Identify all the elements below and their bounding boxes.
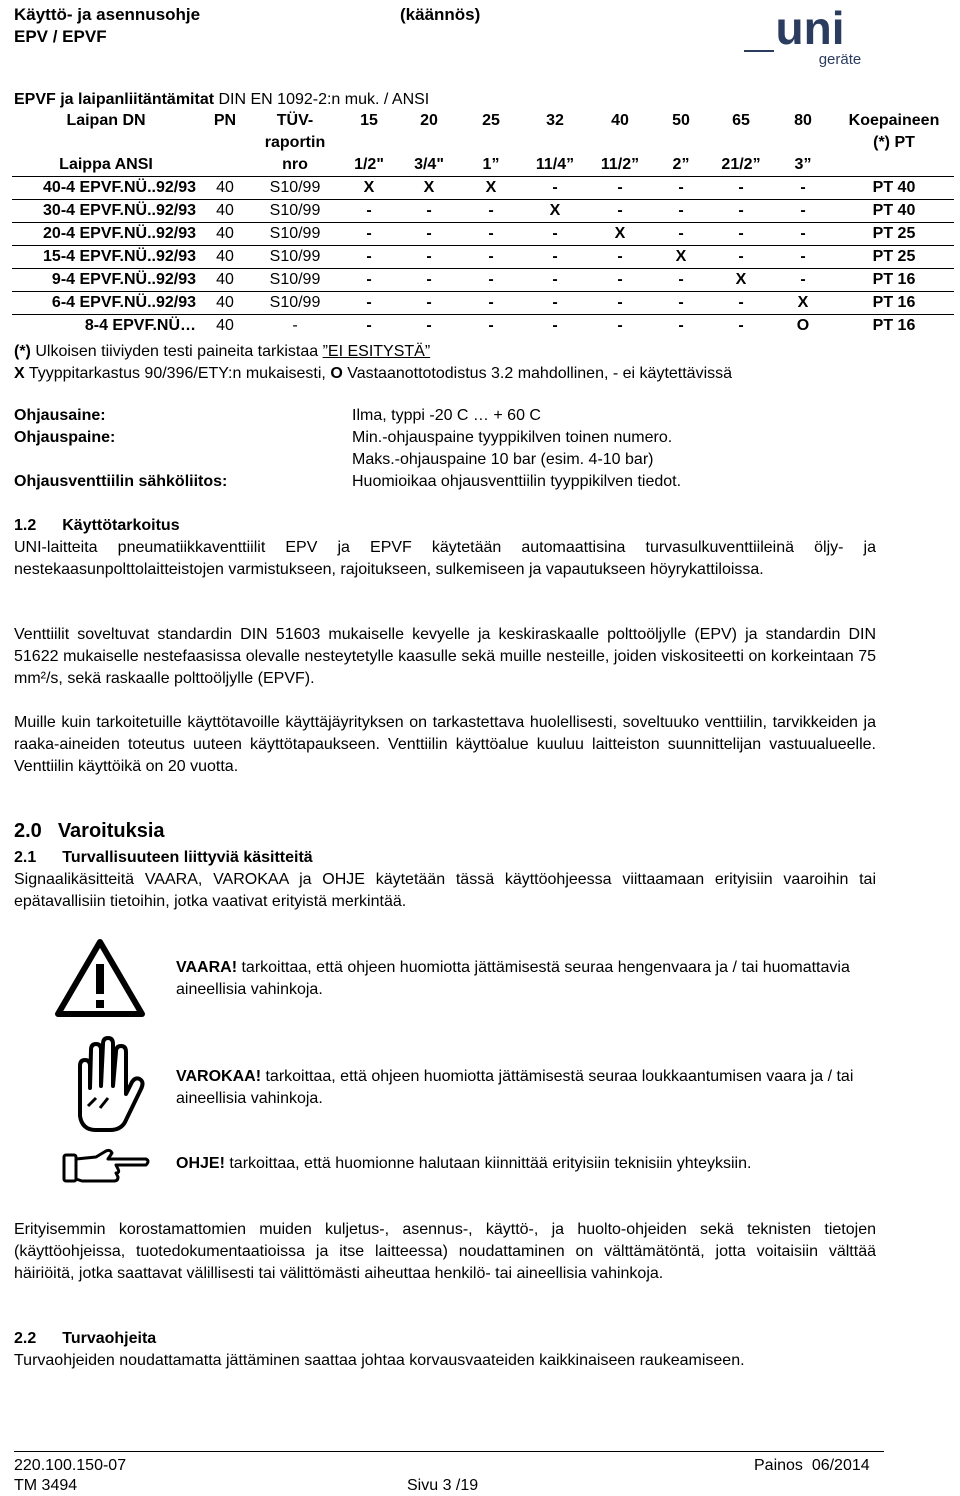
row-cell: - — [522, 292, 588, 315]
row-cell: - — [460, 269, 522, 292]
table-row — [12, 223, 954, 246]
row-model: 9-4 EPVF.NÜ..92/93 — [12, 269, 200, 292]
row-pn: 40 — [200, 223, 250, 246]
table-caption-bold: EPVF ja laipanliitäntämitat — [14, 91, 215, 108]
logo-main-text: uni — [775, 4, 845, 54]
header-tuv-1: TÜV- — [276, 112, 314, 129]
row-pt: PT 16 — [834, 292, 954, 315]
row-cell: - — [652, 269, 710, 292]
header-dn: 32 — [546, 112, 564, 129]
warning-ohje: OHJE! tarkoittaa, että huomionne halutaan kiinnittää erityisiin teknisiin yhteyksiin. — [176, 1155, 752, 1172]
row-model: 40-4 EPVF.NÜ..92/93 — [12, 177, 200, 200]
row-cell: - — [652, 315, 710, 338]
spec-label-pressure: Ohjauspaine: — [14, 429, 116, 446]
row-cell: - — [340, 223, 398, 246]
row-cell: - — [652, 200, 710, 223]
row-cell: - — [652, 292, 710, 315]
section-1-2-paragraph-1: UNI-laitteita pneumatiikkaventtiilit EPV ja EPVF käytetään automaattisina turvasulkuventtiileinä öljy- ja nestekaasunpolttolaitteistojen varmistukseen, rajoitukseen, sulkemiseen ja vapautukseen höyrykattiloissa. — [14, 539, 876, 578]
header-pt: (*) PT — [873, 134, 915, 151]
row-cell: - — [588, 315, 652, 338]
row-cell: - — [588, 246, 652, 269]
row-cell: - — [588, 269, 652, 292]
row-cell: X — [460, 177, 522, 200]
row-cell: - — [710, 177, 772, 200]
header-dn: 25 — [482, 112, 500, 129]
row-pt: PT 40 — [834, 177, 954, 200]
footer-tm: TM 3494 — [14, 1477, 78, 1494]
header-ansi: 11/2” — [600, 156, 640, 173]
footer-doc-number: 220.100.150-07 — [14, 1457, 127, 1474]
row-cell: - — [588, 200, 652, 223]
row-cell: - — [460, 292, 522, 315]
row-cell: - — [710, 246, 772, 269]
uni-logo — [740, 4, 880, 70]
spec-value-electrical: Huomioikaa ohjausventtiilin tyyppikilven tiedot. — [352, 473, 682, 490]
header-dn: 40 — [611, 112, 629, 129]
row-model: 6-4 EPVF.NÜ..92/93 — [12, 292, 200, 315]
header-dn: 20 — [420, 112, 438, 129]
flange-table — [12, 110, 954, 337]
title-line-1: Käyttö- ja asennusohje — [14, 5, 201, 24]
row-pt: PT 16 — [834, 269, 954, 292]
row-model: 8-4 EPVF.NÜ… — [12, 315, 200, 338]
row-pt: PT 16 — [834, 315, 954, 338]
footer-rule — [14, 1451, 884, 1452]
table-caption-rest: DIN EN 1092-2:n muk. / ANSI — [214, 91, 430, 108]
section-2-1-intro: Signaalikäsitteitä VAARA, VAROKAA ja OHJE käytetään tässä käyttöohjeessa viittaamaan erityisiin vaaroihin tai epätavallisiin tietoihin, jotka vaativat erityistä merkintää. — [14, 871, 876, 910]
row-cell: - — [710, 315, 772, 338]
translation-note: (käännös) — [400, 5, 481, 24]
header-laippa-ansi: Laippa ANSI — [59, 156, 153, 173]
footnote-1: (*) Ulkoisen tiiviyden testi paineita tarkistaa ”EI ESITYSTÄ” — [14, 343, 431, 360]
row-cell: - — [772, 223, 834, 246]
row-cell: - — [398, 269, 460, 292]
section-2-1-heading: 2.1 Turvallisuuteen liittyviä käsitteitä — [14, 849, 313, 866]
row-cell: - — [522, 223, 588, 246]
spec-label-electrical: Ohjausventtiilin sähköliitos: — [14, 473, 228, 490]
row-pn: 40 — [200, 177, 250, 200]
table-row — [12, 315, 954, 338]
header-dn: 80 — [794, 112, 812, 129]
row-tuv: S10/99 — [250, 200, 340, 223]
header-ansi: 1” — [482, 156, 500, 173]
spec-value-pressure-max: Maks.-ohjauspaine 10 bar (esim. 4-10 bar) — [352, 451, 654, 468]
spec-label-medium: Ohjausaine: — [14, 407, 106, 424]
header-pn: PN — [213, 112, 237, 129]
row-cell: - — [522, 177, 588, 200]
row-cell: - — [772, 269, 834, 292]
row-pt: PT 40 — [834, 200, 954, 223]
row-pn: 40 — [200, 269, 250, 292]
row-cell: X — [710, 269, 772, 292]
row-cell: - — [340, 246, 398, 269]
pointing-hand-icon — [62, 1147, 152, 1192]
header-ansi: 21/2” — [721, 156, 761, 173]
header-tuv-2: raportin — [264, 134, 326, 151]
row-cell: - — [398, 246, 460, 269]
header-dn: 65 — [732, 112, 750, 129]
row-cell: - — [398, 292, 460, 315]
table-row — [12, 269, 954, 292]
header-ansi: 3/4" — [414, 156, 444, 173]
section-2-1-paragraph: Erityisemmin korostamattomien muiden kuljetus-, asennus-, käyttö-, ja huolto-ohjeiden sekä teknisten tietojen (käyttöohjeissa, tuotedokumentaatioissa ja itse laitteessa) noudattaminen on välttämätöntä, jotta voitaisiin välttää häiriöitä, jotka saattavat välillisesti tai välittömästi aiheuttaa henkilö- tai aineellisia vahinkoja. — [14, 1221, 876, 1282]
row-pn: 40 — [200, 246, 250, 269]
header-dn: 50 — [672, 112, 690, 129]
row-cell: - — [710, 292, 772, 315]
row-cell: - — [772, 200, 834, 223]
row-tuv: S10/99 — [250, 223, 340, 246]
header-ansi: 11/4” — [535, 156, 575, 173]
table-row — [12, 246, 954, 269]
table-header-row-3 — [12, 154, 954, 177]
header-dn: 15 — [360, 112, 378, 129]
row-cell: - — [340, 292, 398, 315]
row-tuv: S10/99 — [250, 246, 340, 269]
header-ansi: 1/2" — [354, 156, 384, 173]
row-cell: - — [460, 223, 522, 246]
logo-sub-text: geräte — [818, 51, 862, 68]
row-pn: 40 — [200, 315, 250, 338]
section-1-2-paragraph-3: Muille kuin tarkoitetuille käyttötavoille käyttäjäyrityksen on tarkastettava huolellisesti, soveltuuko venttiilin, tarvikkeiden ja raaka-aineiden toteutus uuteen käyttötapaukseen. Venttiilin käyttöalue kuuluu laitteiston suunnittelijan vastuualueelle. Venttiilin käyttöikä on 20 vuotta. — [14, 714, 876, 775]
table-row — [12, 200, 954, 223]
row-cell: - — [398, 315, 460, 338]
row-cell: - — [340, 269, 398, 292]
row-pt: PT 25 — [834, 223, 954, 246]
row-cell: X — [340, 177, 398, 200]
header-ansi: 2” — [672, 156, 690, 173]
row-cell: - — [588, 177, 652, 200]
row-cell: - — [522, 269, 588, 292]
row-cell: - — [398, 223, 460, 246]
row-pn: 40 — [200, 292, 250, 315]
warning-varokaa: VAROKAA! tarkoittaa, että ohjeen huomiotta jättämisestä seuraa loukkaantumisen vaara ja / tai aineellisia vahinkoja. — [176, 1068, 854, 1107]
row-cell: - — [772, 246, 834, 269]
row-model: 20-4 EPVF.NÜ..92/93 — [12, 223, 200, 246]
row-pt: PT 25 — [834, 246, 954, 269]
row-cell: - — [710, 223, 772, 246]
header-laipan-dn: Laipan DN — [66, 112, 146, 129]
row-model: 30-4 EPVF.NÜ..92/93 — [12, 200, 200, 223]
table-caption — [14, 91, 429, 109]
section-1-2-heading: 1.2 Käyttötarkoitus — [14, 517, 180, 534]
row-cell: - — [652, 223, 710, 246]
row-cell: - — [340, 315, 398, 338]
section-1-2-paragraph-2: Venttiilit soveltuvat standardin DIN 51603 mukaiselle kevyelle ja keskiraskaalle polttoöljylle (EPV) ja standardin DIN 51622 mukaiselle nestefaasissa olevalle nesteytetylle kaasulle sekä muille nesteille, joiden viskositeetti on korkeintaan 75 mm²/s, sekä raskaalle polttoöljylle (EPVF). — [14, 626, 876, 687]
row-tuv: - — [250, 315, 340, 338]
row-cell: - — [460, 315, 522, 338]
row-cell: - — [398, 200, 460, 223]
row-tuv: S10/99 — [250, 177, 340, 200]
row-cell: X — [772, 292, 834, 315]
row-cell: - — [772, 177, 834, 200]
row-cell: X — [398, 177, 460, 200]
row-cell: X — [522, 200, 588, 223]
spec-value-medium: Ilma, typpi -20 C … + 60 C — [352, 407, 541, 424]
section-2-2-text: Turvaohjeiden noudattamatta jättäminen saattaa johtaa korvausvaateiden kaikkinaiseen raukeamiseen. — [14, 1352, 745, 1369]
table-row — [12, 292, 954, 315]
section-2-heading: 2.0 Varoituksia — [14, 820, 165, 842]
row-cell: - — [522, 315, 588, 338]
row-tuv: S10/99 — [250, 292, 340, 315]
header-tuv-3: nro — [282, 156, 308, 173]
spec-value-pressure-min: Min.-ohjauspaine tyyppikilven toinen numero. — [352, 429, 673, 446]
row-cell: - — [340, 200, 398, 223]
row-cell: - — [522, 246, 588, 269]
footnote-2: X Tyyppitarkastus 90/396/ETY:n mukaisesti, O Vastaanottotodistus 3.2 mahdollinen, - ei käytettävissä — [14, 365, 733, 382]
document-title — [14, 4, 200, 48]
row-model: 15-4 EPVF.NÜ..92/93 — [12, 246, 200, 269]
row-cell: X — [588, 223, 652, 246]
title-line-2: EPV / EPVF — [14, 27, 107, 46]
table-header-row-1 — [12, 110, 954, 132]
danger-triangle-icon — [54, 938, 146, 1023]
footer-page: Sivu 3 /19 — [407, 1477, 479, 1494]
row-cell: - — [710, 200, 772, 223]
footer-edition: Painos 06/2014 — [754, 1457, 870, 1474]
row-cell: X — [652, 246, 710, 269]
table-header-row-2 — [12, 132, 954, 154]
row-tuv: S10/99 — [250, 269, 340, 292]
footnote-1-underline: ”EI ESITYSTÄ” — [322, 343, 431, 360]
row-cell: - — [652, 177, 710, 200]
header-ansi: 3” — [794, 156, 812, 173]
section-2-2-heading: 2.2 Turvaohjeita — [14, 1330, 157, 1347]
table-row — [12, 177, 954, 200]
row-pn: 40 — [200, 200, 250, 223]
warning-vaara: VAARA! tarkoittaa, että ohjeen huomiotta jättämisestä seuraa hengenvaara ja / tai huomattavia aineellisia vahinkoja. — [176, 959, 850, 998]
row-cell: O — [772, 315, 834, 338]
header-koepaineen: Koepaineen — [848, 112, 940, 129]
row-cell: - — [588, 292, 652, 315]
hand-stop-icon — [60, 1036, 150, 1141]
row-cell: - — [460, 200, 522, 223]
row-cell: - — [460, 246, 522, 269]
